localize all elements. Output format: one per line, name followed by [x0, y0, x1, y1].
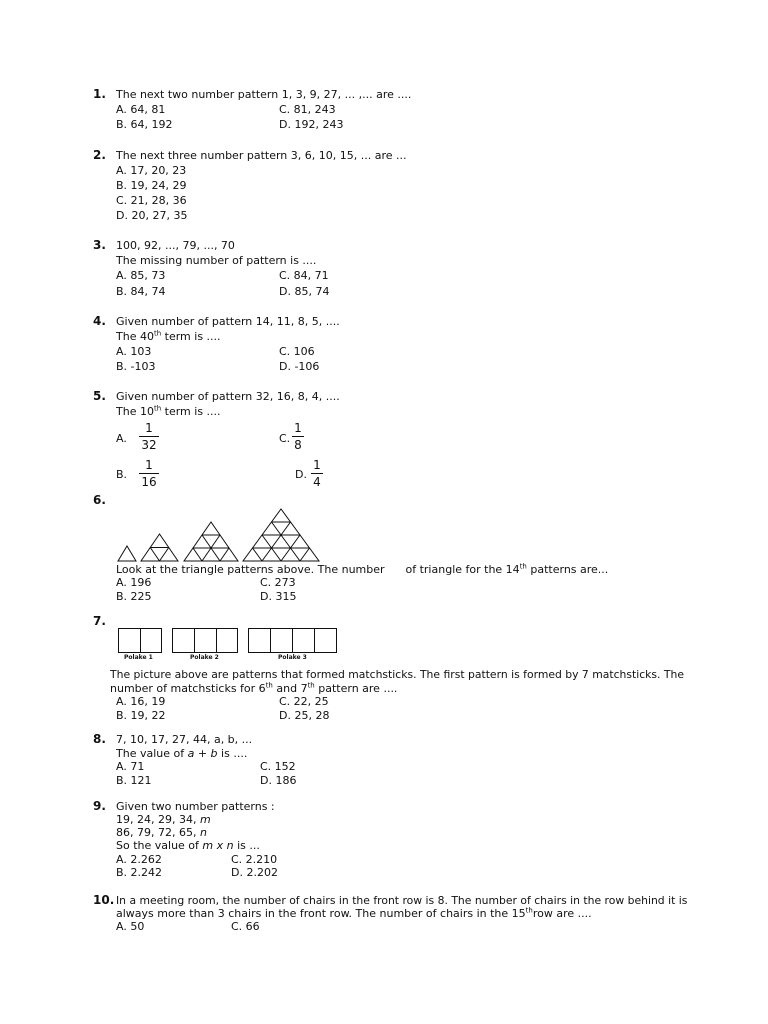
option-8a: A. 71: [116, 760, 145, 773]
fraction-numerator: 1: [294, 421, 302, 435]
question-4-number: 4.: [93, 314, 106, 328]
triangle-pattern-2: [141, 534, 178, 561]
option-4d: D. -106: [279, 360, 320, 373]
fraction-denominator: 16: [141, 475, 157, 489]
option-10c: C. 66: [231, 920, 260, 933]
option-5d-fraction: [311, 458, 323, 489]
option-8c: C. 152: [260, 760, 296, 773]
option-6d: D. 315: [260, 590, 297, 603]
question-5-number: 5.: [93, 389, 106, 403]
option-3a: A. 85, 73: [116, 269, 166, 282]
option-6c: C. 273: [260, 576, 296, 589]
option-3b: B. 84, 74: [116, 285, 166, 298]
question-8-sequence: 7, 10, 17, 27, 44, a, b, ...: [116, 733, 253, 746]
question-1-text: The next two number pattern 1, 3, 9, 27, ... ,... are ....: [116, 88, 412, 101]
option-5a-fraction: [139, 421, 159, 452]
option-1d: D. 192, 243: [279, 118, 344, 131]
option-4c: C. 106: [279, 345, 315, 358]
triangle-pattern-4: [243, 509, 319, 561]
question-7-subtext: number of matchsticks for 6th and 7th pattern are ....: [110, 681, 398, 695]
option-5b-fraction: [139, 458, 159, 489]
question-9-ask: So the value of m x n is ...: [116, 839, 260, 852]
question-9-text: Given two number patterns :: [116, 800, 275, 813]
option-2b: B. 19, 24, 29: [116, 179, 187, 192]
question-3-text: The missing number of pattern is ....: [116, 254, 317, 267]
option-9b: B. 2.242: [116, 866, 163, 879]
question-5-subtext: The 10th term is ....: [116, 404, 221, 418]
question-6-text: Look at the triangle patterns above. The number of triangle for the 14th patterns are...: [116, 562, 609, 576]
option-5c-label: C.: [279, 432, 291, 445]
question-8-text: The value of a + b is ....: [116, 747, 248, 760]
option-9c: C. 2.210: [231, 853, 278, 866]
question-6-number: 6.: [93, 493, 106, 507]
question-2-number: 2.: [93, 148, 106, 162]
triangle-pattern-1: [118, 546, 136, 561]
option-7b: B. 19, 22: [116, 709, 166, 722]
option-2a: A. 17, 20, 23: [116, 164, 187, 177]
option-8b: B. 121: [116, 774, 152, 787]
matchstick-pattern-2: [172, 628, 238, 653]
matchstick-caption-1: Polake 1: [124, 654, 153, 661]
triangle-pattern-3: [184, 522, 238, 561]
option-2d: D. 20, 27, 35: [116, 209, 188, 222]
option-7d: D. 25, 28: [279, 709, 330, 722]
question-7-text: The picture above are patterns that formed matchsticks. The first pattern is formed by 7 matchsticks. The: [110, 668, 685, 681]
fraction-denominator: 4: [313, 475, 321, 489]
question-10-number: 10.: [93, 893, 115, 907]
matchstick-pattern-1: [118, 628, 162, 653]
question-10-subtext: always more than 3 chairs in the front row. The number of chairs in the 15throw are ....: [116, 906, 592, 920]
question-4-text: Given number of pattern 14, 11, 8, 5, ....: [116, 315, 340, 328]
fraction-denominator: 8: [294, 438, 302, 452]
question-10-text: In a meeting room, the number of chairs in the front row is 8. The number of chairs in the row behind it is: [116, 894, 688, 907]
matchstick-pattern-3: [248, 628, 337, 653]
option-1b: B. 64, 192: [116, 118, 173, 131]
option-4b: B. -103: [116, 360, 156, 373]
matchstick-caption-2: Polake 2: [190, 654, 219, 661]
fraction-numerator: 1: [313, 458, 321, 472]
option-10a: A. 50: [116, 920, 145, 933]
question-7-number: 7.: [93, 614, 106, 628]
question-8-number: 8.: [93, 732, 106, 746]
matchstick-caption-3: Polake 3: [278, 654, 307, 661]
option-7c: C. 22, 25: [279, 695, 329, 708]
option-9a: A. 2.262: [116, 853, 162, 866]
question-3-number: 3.: [93, 238, 106, 252]
question-5-text: Given number of pattern 32, 16, 8, 4, ....: [116, 390, 340, 403]
option-7a: A. 16, 19: [116, 695, 166, 708]
question-1-number: 1.: [93, 87, 106, 101]
question-9-pattern-1: 19, 24, 29, 34, m: [116, 813, 211, 826]
question-9-pattern-2: 86, 79, 72, 65, n: [116, 826, 207, 839]
question-3-sequence: 100, 92, ..., 79, ..., 70: [116, 239, 235, 252]
question-4-subtext: The 40th term is ....: [116, 329, 221, 343]
option-5b-label: B.: [116, 468, 128, 481]
option-3c: C. 84, 71: [279, 269, 329, 282]
option-1c: C. 81, 243: [279, 103, 336, 116]
fraction-denominator: 32: [141, 438, 157, 452]
option-3d: D. 85, 74: [279, 285, 330, 298]
option-4a: A. 103: [116, 345, 152, 358]
triangle-patterns-figure: [112, 506, 322, 564]
option-1a: A. 64, 81: [116, 103, 166, 116]
question-9-number: 9.: [93, 799, 106, 813]
option-2c: C. 21, 28, 36: [116, 194, 187, 207]
option-5a-label: A.: [116, 432, 127, 445]
option-6b: B. 225: [116, 590, 152, 603]
option-9d: D. 2.202: [231, 866, 278, 879]
fraction-numerator: 1: [145, 421, 153, 435]
question-2-text: The next three number pattern 3, 6, 10, 15, ... are ...: [116, 149, 407, 162]
option-6a: A. 196: [116, 576, 152, 589]
option-8d: D. 186: [260, 774, 297, 787]
option-5c-fraction: [292, 421, 304, 452]
fraction-numerator: 1: [145, 458, 153, 472]
option-5d-label: D.: [295, 468, 307, 481]
